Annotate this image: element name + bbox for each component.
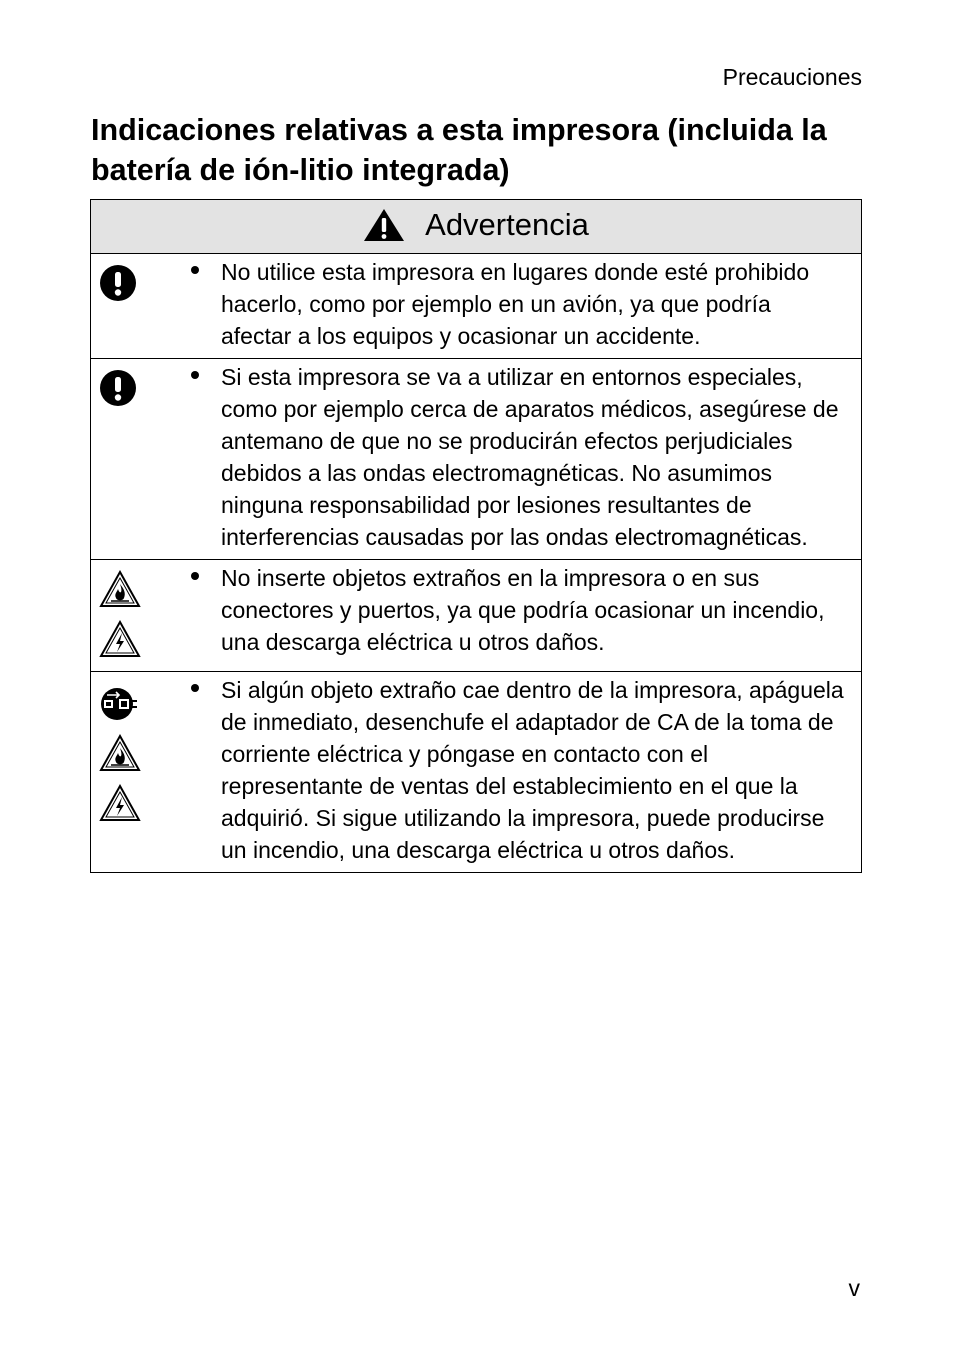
section-title: Indicaciones relativas a esta impresora (incluida la batería de ión-litio integrada) bbox=[91, 113, 827, 187]
warning-text: Si algún objeto extraño cae dentro de la impresora, apáguela de inmediato, desenchufe el adaptador de CA de la toma de corriente eléctrica y póngase en contacto con el representante de ventas del establecimiento en el que la adquirió. Si sigue utilizando la impresora, puede producirse un incendio, una descarga eléctrica u otros daños. bbox=[221, 672, 862, 873]
bullet-cell bbox=[159, 254, 221, 359]
warning-text: No inserte objetos extraños en la impresora o en sus conectores y puertos, ya que podría ocasionar un incendio, una descarga eléctrica u otros daños. bbox=[221, 560, 862, 672]
warning-row bbox=[91, 359, 862, 560]
warning-row bbox=[91, 254, 862, 359]
icon-cell bbox=[91, 359, 160, 560]
warning-triangle-icon bbox=[363, 208, 405, 242]
bullet bbox=[191, 371, 199, 379]
bullet-cell bbox=[159, 560, 221, 672]
warning-table bbox=[90, 199, 862, 873]
mandatory-action-icon bbox=[99, 369, 137, 407]
warning-text: Si esta impresora se va a utilizar en entornos especiales, como por ejemplo cerca de aparatos médicos, asegúrese de antemano de que no se producirán efectos perjudiciales debidos a las ondas electromagnéticas. No asumimos ninguna responsabilidad por lesiones resultantes de interferencias causadas por las ondas electromagnéticas. bbox=[221, 359, 862, 560]
unplug-icon bbox=[99, 686, 139, 722]
warning-text: No utilice esta impresora en lugares donde esté prohibido hacerlo, como por ejemplo en un avión, ya que podría afectar a los equipos y ocasionar un accidente. bbox=[221, 254, 862, 359]
bullet bbox=[191, 266, 199, 274]
bullet bbox=[191, 684, 199, 692]
fire-hazard-icon bbox=[99, 734, 141, 772]
warning-row bbox=[91, 672, 862, 873]
bullet bbox=[191, 572, 199, 580]
page-number: v bbox=[848, 1275, 860, 1301]
mandatory-action-icon bbox=[99, 264, 137, 302]
running-header: Precauciones bbox=[722, 64, 862, 90]
warning-header-cell bbox=[91, 200, 862, 254]
bullet-cell bbox=[159, 672, 221, 873]
icon-cell bbox=[91, 254, 160, 359]
warning-header-row bbox=[91, 200, 862, 254]
electric-shock-icon bbox=[99, 620, 141, 658]
warning-row bbox=[91, 560, 862, 672]
icon-cell bbox=[91, 672, 160, 873]
fire-hazard-icon bbox=[99, 570, 141, 608]
bullet-cell bbox=[159, 359, 221, 560]
electric-shock-icon bbox=[99, 784, 141, 822]
warning-heading: Advertencia bbox=[425, 206, 589, 242]
icon-cell bbox=[91, 560, 160, 672]
